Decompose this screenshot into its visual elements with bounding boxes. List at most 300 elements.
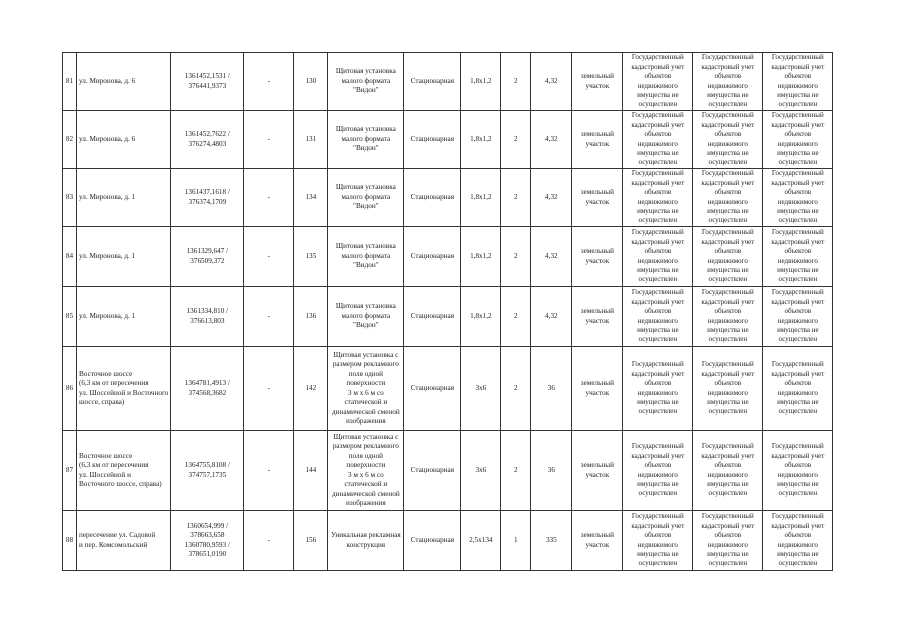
size-cell: 1,8x1,2 bbox=[461, 287, 501, 347]
text-line: поверхности bbox=[346, 379, 386, 387]
text-line: недвижимого bbox=[637, 81, 678, 90]
structure-id-cell: 131 bbox=[294, 111, 328, 169]
text-line: Государственный bbox=[701, 512, 754, 521]
text-line: кадастровый учет bbox=[771, 178, 825, 187]
text-line: объектов bbox=[714, 461, 742, 470]
text-line: имущества не bbox=[707, 206, 749, 215]
text-line: объектов bbox=[714, 307, 742, 316]
text-line: имущества не bbox=[777, 90, 819, 99]
text-line: осуществлен bbox=[778, 158, 818, 167]
dash-cell: - bbox=[244, 227, 294, 287]
text-line: изображения bbox=[345, 417, 386, 425]
text-line: объектов bbox=[714, 531, 742, 540]
text-line: "Видон" bbox=[353, 261, 379, 270]
text-line: Восточное шоссе bbox=[79, 451, 133, 460]
text-line: участок bbox=[585, 197, 610, 206]
structure-type-cell bbox=[328, 431, 404, 511]
row-number-cell: 82 bbox=[63, 111, 77, 169]
text-line: кадастровый учет bbox=[631, 62, 685, 71]
text-line: имущества не bbox=[777, 397, 819, 406]
text-line: Государственный bbox=[631, 288, 684, 297]
text-line: осуществлен bbox=[638, 158, 678, 167]
text-line: осуществлен bbox=[708, 275, 748, 284]
text-line: недвижимого bbox=[777, 388, 818, 397]
land-cell bbox=[572, 227, 623, 287]
text-line: недвижимого bbox=[637, 256, 678, 265]
land-cell bbox=[572, 511, 623, 571]
text-line: участок bbox=[585, 470, 610, 479]
text-line: земельный bbox=[580, 461, 614, 469]
text-line: недвижимого bbox=[777, 470, 818, 479]
dash-cell: - bbox=[244, 347, 294, 431]
text-line: кадастровый учет bbox=[631, 369, 685, 378]
text-line: осуществлен bbox=[638, 489, 678, 498]
text-line: кадастровый учет bbox=[701, 451, 755, 460]
text-line: 1360654,999 / bbox=[186, 521, 229, 530]
text-line: размером рекламного bbox=[332, 360, 399, 368]
land-cell bbox=[572, 53, 623, 111]
text-line: 376274,4803 bbox=[188, 139, 227, 148]
text-line: объектов bbox=[644, 461, 672, 470]
text-line: кадастровый учет bbox=[771, 451, 825, 460]
text-line: кадастровый учет bbox=[771, 521, 825, 530]
address-cell bbox=[77, 53, 171, 111]
text-line: кадастровый учет bbox=[771, 369, 825, 378]
size-cell: 1,8x1,2 bbox=[461, 53, 501, 111]
text-line: Щитовая установка bbox=[335, 67, 396, 76]
address-cell bbox=[77, 169, 171, 227]
text-line: осуществлен bbox=[638, 559, 678, 568]
text-line: кадастровый учет bbox=[631, 237, 685, 246]
text-line: малого формата bbox=[341, 311, 391, 320]
text-line: объектов bbox=[644, 531, 672, 540]
text-line: недвижимого bbox=[707, 139, 748, 148]
text-line: поля одной bbox=[348, 369, 384, 378]
text-line: имущества не bbox=[707, 479, 749, 488]
text-line: недвижимого bbox=[637, 316, 678, 325]
text-line: осуществлен bbox=[708, 216, 748, 225]
text-line: земельный bbox=[580, 307, 614, 315]
text-line: участок bbox=[585, 139, 610, 148]
cadastral-status-cell bbox=[763, 169, 833, 227]
text-line: Государственный bbox=[771, 288, 824, 297]
table-row bbox=[63, 111, 833, 169]
text-line: объектов bbox=[784, 461, 812, 470]
sides-cell: 2 bbox=[501, 287, 531, 347]
structure-type-cell bbox=[328, 169, 404, 227]
text-line: недвижимого bbox=[637, 388, 678, 397]
text-line: 1361437,1618 / bbox=[184, 188, 230, 196]
text-line: недвижимого bbox=[637, 540, 678, 549]
table-row bbox=[63, 53, 833, 111]
text-line: 376441,9373 bbox=[188, 81, 227, 90]
text-line: кадастровый учет bbox=[771, 62, 825, 71]
text-line: имущества не bbox=[637, 148, 679, 157]
sides-cell: 2 bbox=[501, 227, 531, 287]
row-number-cell: 85 bbox=[63, 287, 77, 347]
coordinates-cell bbox=[171, 227, 244, 287]
cadastral-status-cell bbox=[763, 227, 833, 287]
text-line: недвижимого bbox=[637, 139, 678, 148]
kind-cell: Стационарная bbox=[404, 169, 461, 227]
row-number-cell: 86 bbox=[63, 347, 77, 431]
text-line: имущества не bbox=[707, 325, 749, 334]
text-line: объектов bbox=[644, 188, 672, 197]
table-row bbox=[63, 431, 833, 511]
text-line: земельный bbox=[580, 72, 614, 80]
area-cell: 4,32 bbox=[531, 287, 572, 347]
address-cell bbox=[77, 511, 171, 571]
text-line: кадастровый учет bbox=[631, 521, 685, 530]
text-line: Государственный bbox=[771, 111, 824, 120]
text-line: недвижимого bbox=[777, 197, 818, 206]
text-line: участок bbox=[585, 256, 610, 265]
text-line: Восточного шоссе, справа) bbox=[79, 480, 162, 488]
structure-id-cell: 144 bbox=[294, 431, 328, 511]
text-line: осуществлен bbox=[708, 489, 748, 498]
text-line: имущества не bbox=[637, 265, 679, 274]
dash-cell: - bbox=[244, 53, 294, 111]
area-cell: 4,32 bbox=[531, 227, 572, 287]
text-line: объектов bbox=[714, 130, 742, 139]
area-cell: 335 bbox=[531, 511, 572, 571]
sides-cell: 2 bbox=[501, 111, 531, 169]
text-line: Щитовая установка с bbox=[333, 432, 399, 441]
text-line: имущества не bbox=[777, 206, 819, 215]
text-line: объектов bbox=[714, 72, 742, 81]
kind-cell: Стационарная bbox=[404, 53, 461, 111]
text-line: земельный bbox=[580, 379, 614, 387]
text-line: 1360780,9593 / bbox=[184, 540, 230, 549]
text-line: объектов bbox=[784, 188, 812, 197]
text-line: недвижимого bbox=[707, 388, 748, 397]
text-line: Государственный bbox=[701, 360, 754, 369]
text-line: (6,3 км от пересечения bbox=[79, 461, 149, 469]
structure-type-cell bbox=[328, 227, 404, 287]
text-line: 3 м х 6 м со bbox=[348, 470, 384, 479]
text-line: 374568,3682 bbox=[188, 388, 227, 397]
address-cell bbox=[77, 227, 171, 287]
text-line: кадастровый учет bbox=[631, 120, 685, 129]
text-line: размером рекламного bbox=[332, 442, 399, 450]
table-row bbox=[63, 347, 833, 431]
table-row bbox=[63, 169, 833, 227]
text-line: осуществлен bbox=[638, 407, 678, 416]
text-line: ул. Миронова, д. 1 bbox=[79, 311, 136, 320]
text-line: объектов bbox=[644, 130, 672, 139]
text-line: объектов bbox=[644, 307, 672, 316]
text-line: Государственный bbox=[631, 169, 684, 178]
text-line: 1364755,8108 / bbox=[184, 461, 230, 469]
text-line: ул. Шоссейной и bbox=[79, 470, 131, 479]
text-line: осуществлен bbox=[708, 100, 748, 109]
text-line: кадастровый учет bbox=[701, 178, 755, 187]
structure-id-cell: 142 bbox=[294, 347, 328, 431]
text-line: земельный bbox=[580, 130, 614, 138]
text-line: недвижимого bbox=[637, 197, 678, 206]
text-line: осуществлен bbox=[778, 216, 818, 225]
cadastral-status-cell bbox=[623, 431, 693, 511]
text-line: Государственный bbox=[701, 169, 754, 178]
text-line: осуществлен bbox=[708, 407, 748, 416]
text-line: имущества не bbox=[637, 206, 679, 215]
text-line: Государственный bbox=[771, 442, 824, 451]
size-cell: 3x6 bbox=[461, 347, 501, 431]
cadastral-status-cell bbox=[693, 287, 763, 347]
text-line: малого формата bbox=[341, 251, 391, 260]
text-line: осуществлен bbox=[708, 559, 748, 568]
sides-cell: 2 bbox=[501, 431, 531, 511]
text-line: Щитовая установка bbox=[335, 242, 396, 251]
text-line: недвижимого bbox=[777, 256, 818, 265]
dash-cell: - bbox=[244, 287, 294, 347]
text-line: имущества не bbox=[777, 325, 819, 334]
row-number-cell: 81 bbox=[63, 53, 77, 111]
cadastral-status-cell bbox=[623, 111, 693, 169]
text-line: недвижимого bbox=[707, 316, 748, 325]
text-line: кадастровый учет bbox=[631, 297, 685, 306]
text-line: 376509,372 bbox=[190, 256, 225, 265]
text-line: имущества не bbox=[777, 479, 819, 488]
area-cell: 4,32 bbox=[531, 53, 572, 111]
address-cell bbox=[77, 431, 171, 511]
text-line: имущества не bbox=[637, 479, 679, 488]
text-line: Щитовая установка bbox=[335, 183, 396, 192]
coordinates-cell bbox=[171, 511, 244, 571]
cadastral-status-cell bbox=[623, 53, 693, 111]
text-line: Государственный bbox=[771, 360, 824, 369]
text-line: малого формата bbox=[341, 134, 391, 143]
dash-cell: - bbox=[244, 111, 294, 169]
text-line: Восточное шоссе bbox=[79, 369, 133, 378]
table-body bbox=[63, 53, 833, 571]
cadastral-status-cell bbox=[693, 347, 763, 431]
text-line: малого формата bbox=[341, 192, 391, 201]
coordinates-cell bbox=[171, 287, 244, 347]
text-line: 376374,1709 bbox=[188, 197, 227, 206]
structure-type-cell bbox=[328, 53, 404, 111]
text-line: Государственный bbox=[701, 442, 754, 451]
cadastral-status-cell bbox=[623, 169, 693, 227]
kind-cell: Стационарная bbox=[404, 431, 461, 511]
text-line: 1361334,810 / bbox=[186, 307, 229, 315]
text-line: поля одной bbox=[348, 451, 384, 460]
text-line: участок bbox=[585, 316, 610, 325]
text-line: кадастровый учет bbox=[771, 120, 825, 129]
text-line: Государственный bbox=[631, 111, 684, 120]
land-cell bbox=[572, 287, 623, 347]
text-line: объектов bbox=[714, 247, 742, 256]
cadastral-status-cell bbox=[693, 111, 763, 169]
text-line: кадастровый учет bbox=[771, 297, 825, 306]
text-line: ул. Миронова, д. 6 bbox=[79, 76, 136, 85]
text-line: объектов bbox=[784, 130, 812, 139]
text-line: "Видон" bbox=[353, 321, 379, 330]
structure-type-cell bbox=[328, 511, 404, 571]
text-line: недвижимого bbox=[777, 139, 818, 148]
row-number-cell: 84 bbox=[63, 227, 77, 287]
text-line: осуществлен bbox=[778, 275, 818, 284]
text-line: кадастровый учет bbox=[701, 237, 755, 246]
land-cell bbox=[572, 169, 623, 227]
text-line: Государственный bbox=[701, 53, 754, 62]
text-line: кадастровый учет bbox=[701, 120, 755, 129]
structure-id-cell: 130 bbox=[294, 53, 328, 111]
area-cell: 36 bbox=[531, 431, 572, 511]
text-line: объектов bbox=[714, 379, 742, 388]
address-cell bbox=[77, 111, 171, 169]
text-line: недвижимого bbox=[777, 316, 818, 325]
structure-id-cell: 135 bbox=[294, 227, 328, 287]
text-line: и пер. Комсомольский bbox=[79, 540, 148, 549]
text-line: осуществлен bbox=[778, 407, 818, 416]
structure-type-cell bbox=[328, 287, 404, 347]
text-line: недвижимого bbox=[707, 256, 748, 265]
text-line: 374757,1735 bbox=[188, 470, 227, 479]
text-line: осуществлен bbox=[638, 100, 678, 109]
text-line: имущества не bbox=[707, 148, 749, 157]
structure-id-cell: 134 bbox=[294, 169, 328, 227]
text-line: имущества не bbox=[637, 325, 679, 334]
text-line: объектов bbox=[784, 247, 812, 256]
structure-type-cell bbox=[328, 347, 404, 431]
kind-cell: Стационарная bbox=[404, 111, 461, 169]
cadastral-status-cell bbox=[763, 431, 833, 511]
size-cell: 1,8x1,2 bbox=[461, 111, 501, 169]
table-row bbox=[63, 511, 833, 571]
cadastral-status-cell bbox=[623, 347, 693, 431]
text-line: 1361452,7622 / bbox=[184, 130, 230, 138]
text-line: кадастровый учет bbox=[631, 178, 685, 187]
dash-cell: - bbox=[244, 169, 294, 227]
text-line: объектов bbox=[644, 379, 672, 388]
cadastral-status-cell bbox=[623, 227, 693, 287]
coordinates-cell bbox=[171, 431, 244, 511]
cadastral-status-cell bbox=[693, 511, 763, 571]
text-line: кадастровый учет bbox=[701, 521, 755, 530]
text-line: статической и bbox=[344, 398, 388, 406]
text-line: Щитовая установка с bbox=[333, 350, 399, 359]
text-line: участок bbox=[585, 540, 610, 549]
land-cell bbox=[572, 111, 623, 169]
sides-cell: 2 bbox=[501, 53, 531, 111]
text-line: земельный bbox=[580, 188, 614, 196]
text-line: кадастровый учет bbox=[631, 451, 685, 460]
text-line: недвижимого bbox=[637, 470, 678, 479]
kind-cell: Стационарная bbox=[404, 227, 461, 287]
text-line: Щитовая установка bbox=[335, 302, 396, 311]
text-line: пересечение ул. Садовой bbox=[79, 531, 156, 539]
text-line: кадастровый учет bbox=[701, 369, 755, 378]
text-line: статической и bbox=[344, 480, 388, 488]
area-cell: 4,32 bbox=[531, 169, 572, 227]
text-line: Государственный bbox=[631, 442, 684, 451]
text-line: Государственный bbox=[631, 512, 684, 521]
text-line: объектов bbox=[784, 531, 812, 540]
coordinates-cell bbox=[171, 169, 244, 227]
text-line: Государственный bbox=[631, 53, 684, 62]
structure-type-cell bbox=[328, 111, 404, 169]
structure-id-cell: 156 bbox=[294, 511, 328, 571]
address-cell bbox=[77, 347, 171, 431]
text-line: Государственный bbox=[701, 111, 754, 120]
text-line: ул. Шоссейной и Восточного bbox=[79, 388, 169, 397]
text-line: 376613,803 bbox=[190, 316, 225, 325]
text-line: имущества не bbox=[637, 549, 679, 558]
text-line: недвижимого bbox=[777, 81, 818, 90]
text-line: осуществлен bbox=[778, 559, 818, 568]
cadastral-status-cell bbox=[623, 287, 693, 347]
text-line: Государственный bbox=[701, 288, 754, 297]
text-line: имущества не bbox=[707, 397, 749, 406]
text-line: 3 м х 6 м со bbox=[348, 388, 384, 397]
sides-cell: 1 bbox=[501, 511, 531, 571]
text-line: 378651,0190 bbox=[188, 550, 227, 558]
text-line: кадастровый учет bbox=[701, 62, 755, 71]
text-line: осуществлен bbox=[638, 216, 678, 225]
text-line: ул. Миронова, д. 1 bbox=[79, 251, 136, 260]
text-line: Государственный bbox=[771, 512, 824, 521]
text-line: осуществлен bbox=[708, 335, 748, 344]
kind-cell: Стационарная bbox=[404, 287, 461, 347]
text-line: кадастровый учет bbox=[771, 237, 825, 246]
text-line: (6,3 км от пересечения bbox=[79, 379, 149, 387]
text-line: осуществлен bbox=[638, 275, 678, 284]
text-line: имущества не bbox=[777, 265, 819, 274]
row-number-cell: 87 bbox=[63, 431, 77, 511]
cadastral-status-cell bbox=[763, 287, 833, 347]
size-cell: 3x6 bbox=[461, 431, 501, 511]
text-line: объектов bbox=[784, 307, 812, 316]
text-line: "Видон" bbox=[353, 144, 379, 153]
row-number-cell: 88 bbox=[63, 511, 77, 571]
text-line: объектов bbox=[714, 188, 742, 197]
text-line: участок bbox=[585, 81, 610, 90]
text-line: земельный bbox=[580, 247, 614, 255]
text-line: поверхности bbox=[346, 461, 386, 469]
text-line: осуществлен bbox=[778, 335, 818, 344]
text-line: Государственный bbox=[631, 360, 684, 369]
text-line: недвижимого bbox=[707, 197, 748, 206]
kind-cell: Стационарная bbox=[404, 347, 461, 431]
text-line: малого формата bbox=[341, 76, 391, 85]
text-line: имущества не bbox=[707, 265, 749, 274]
dash-cell: - bbox=[244, 511, 294, 571]
coordinates-cell bbox=[171, 53, 244, 111]
text-line: Щитовая установка bbox=[335, 125, 396, 134]
row-number-cell: 83 bbox=[63, 169, 77, 227]
cadastral-status-cell bbox=[763, 53, 833, 111]
cadastral-status-cell bbox=[763, 511, 833, 571]
text-line: кадастровый учет bbox=[701, 297, 755, 306]
text-line: динамической сменой bbox=[331, 489, 400, 498]
text-line: Государственный bbox=[771, 169, 824, 178]
text-line: осуществлен bbox=[708, 158, 748, 167]
text-line: "Видон" bbox=[353, 202, 379, 211]
text-line: Государственный bbox=[771, 53, 824, 62]
cadastral-status-cell bbox=[693, 53, 763, 111]
text-line: Уникальная рекламная bbox=[330, 531, 401, 539]
text-line: имущества не bbox=[637, 397, 679, 406]
text-line: недвижимого bbox=[707, 81, 748, 90]
text-line: 1361329,647 / bbox=[186, 247, 229, 255]
text-line: конструкция bbox=[346, 540, 386, 549]
cadastral-status-cell bbox=[693, 431, 763, 511]
size-cell: 2,5x134 bbox=[461, 511, 501, 571]
sides-cell: 2 bbox=[501, 347, 531, 431]
text-line: земельный bbox=[580, 531, 614, 539]
text-line: недвижимого bbox=[707, 540, 748, 549]
